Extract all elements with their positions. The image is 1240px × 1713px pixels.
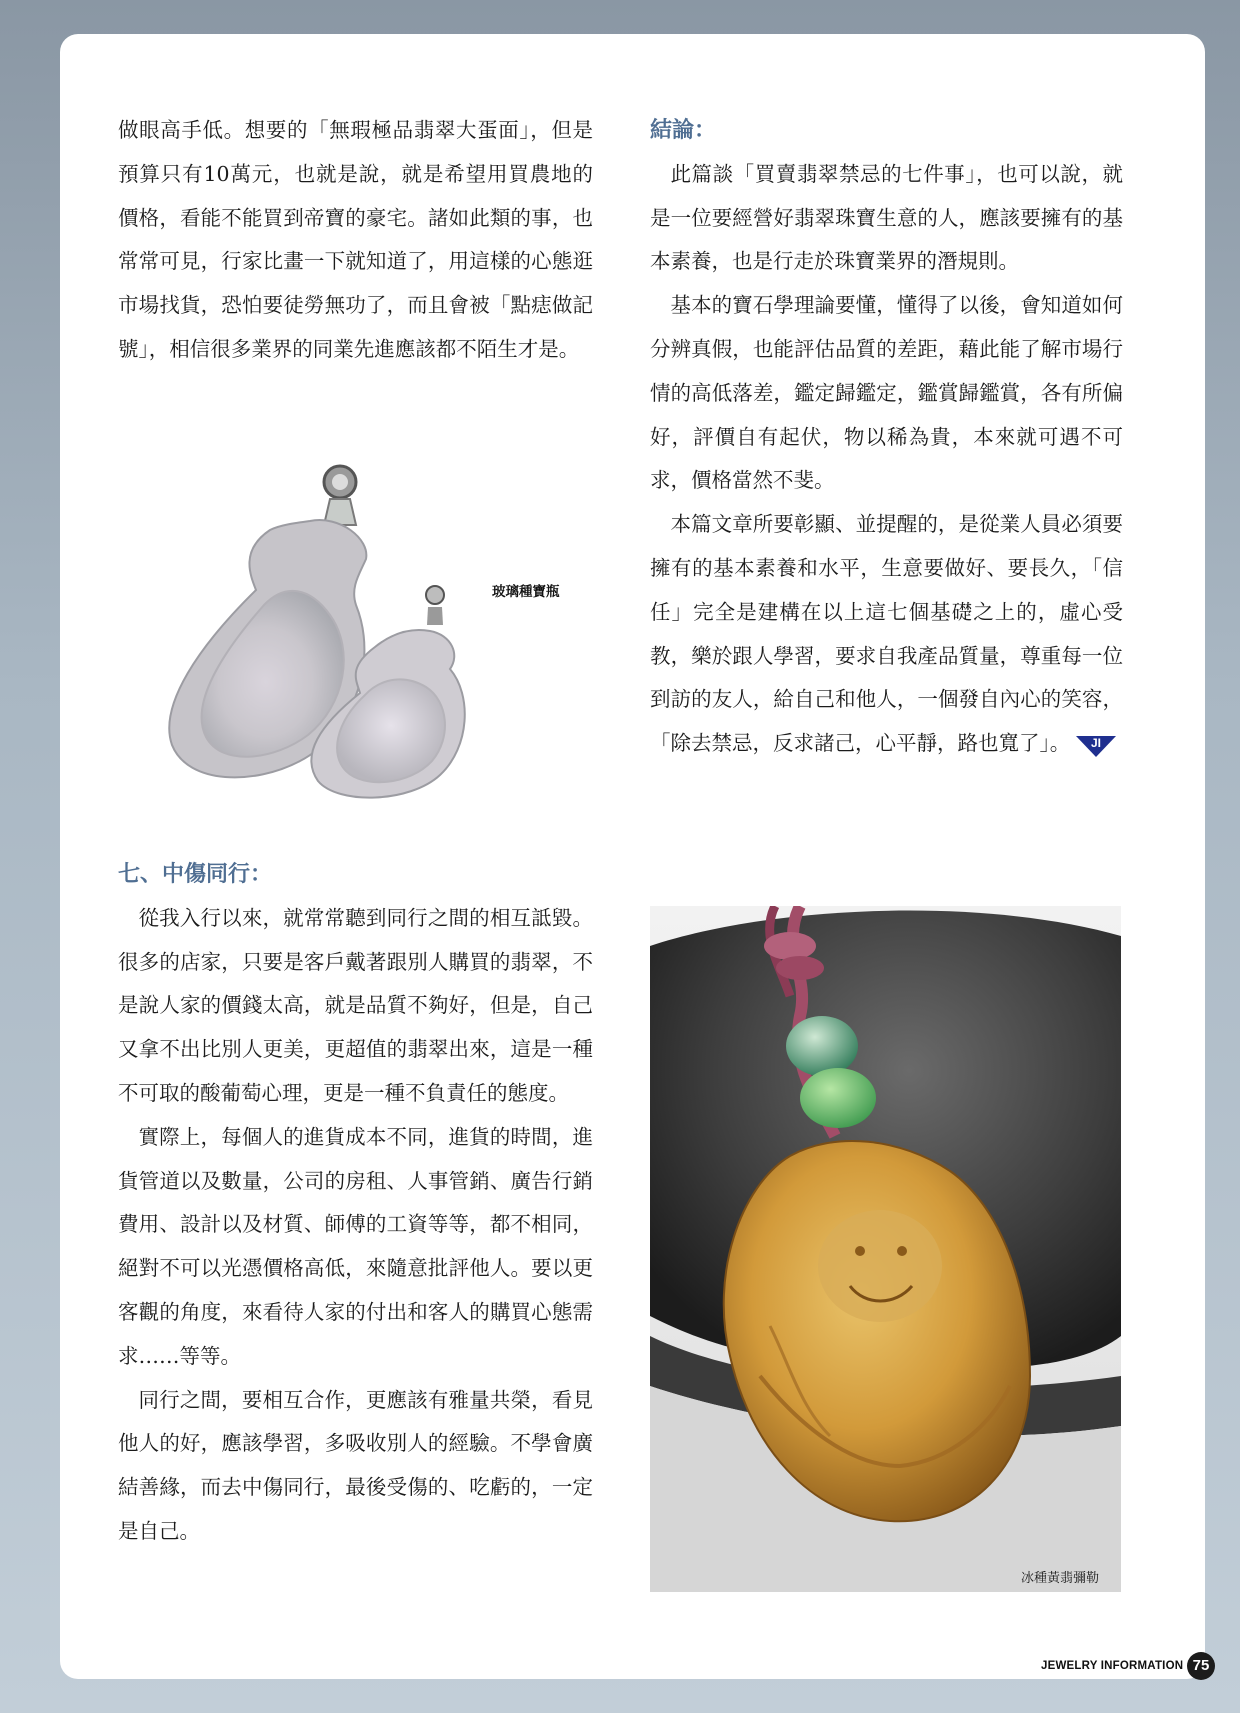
magazine-title: JEWELRY INFORMATION bbox=[1041, 1660, 1184, 1672]
section-seven-paragraph-2: 實際上，每個人的進貨成本不同，進貨的時間，進貨管道以及數量，公司的房租、人事管銷、廣告行銷費用、設計以及材質、師傅的工資等等，都不相同，絕對不可以光憑價格高低，來隨意批評他人。要以更客觀的角度，來看待人家的付出和客人的購買心態需求……等等。 bbox=[118, 1124, 593, 1368]
section-seven-heading: 七、中傷同行： bbox=[118, 861, 273, 887]
page-number-badge: 75 bbox=[1187, 1652, 1215, 1680]
maitreya-pendant-image bbox=[650, 906, 1121, 1592]
intro-paragraph: 做眼高手低。想要的「無瑕極品翡翠大蛋面」，但是預算只有10萬元，也就是說，就是希望用買農地的價格，看能不能買到帝寶的豪宅。諸如此類的事，也常常可見，行家比畫一下就知道了，用這樣的心態逛市場找貨，恐怕要徒勞無功了，而且會被「點痣做記號」，相信很多業界的同業先進應該都不陌生才是。 bbox=[118, 118, 593, 361]
conclusion-heading: 結論： bbox=[650, 117, 717, 143]
yellow-jade-maitreya-photo bbox=[650, 906, 1121, 1592]
conclusion-paragraph-2: 基本的寶石學理論要懂，懂得了以後，會知道如何分辨真假，也能評估品質的差距，藉此能了解市場行情的高低落差，鑑定歸鑑定，鑑賞歸鑑賞，各有所偏好，評價自有起伏，物以稀為貴，本來就可遇不可求，價格當然不斐。 bbox=[650, 293, 1123, 493]
section-seven-column bbox=[118, 853, 593, 1554]
conclusion-paragraph-3 bbox=[650, 503, 1123, 766]
conclusion-column bbox=[650, 109, 1123, 766]
conclusion-paragraph-3-text: 本篇文章所要彰顯、並提醒的，是從業人員必須要擁有的基本素養和水平，生意要做好、要長久，「信任」完全是建構在以上這七個基礎之上的，虛心受教，樂於跟人學習，要求自我產品質量，尊重每一位到訪的友人，給自己和他人，一個發自內心的笑容，「除去禁忌，反求諸己，心平靜，路也寬了」。 bbox=[650, 512, 1123, 756]
end-mark-text: JI bbox=[1091, 735, 1102, 750]
section-seven-paragraph-1: 從我入行以來，就常常聽到同行之間的相互詆毀。很多的店家，只要是客戶戴著跟別人購買的翡翠，不是說人家的價錢太高，就是品質不夠好，但是，自己又拿不出比別人更美，更超值的翡翠出來，這是一種不可取的酸葡萄心理，更是一種不負責任的態度。 bbox=[118, 905, 593, 1105]
conclusion-paragraph-1: 此篇談「買賣翡翠禁忌的七件事」，也可以說，就是一位要經營好翡翠珠寶生意的人，應該要擁有的基本素養，也是行走於珠寶業界的潛規則。 bbox=[650, 161, 1123, 274]
image-caption-maitreya: 冰種黃翡彌勒 bbox=[1021, 1571, 1100, 1586]
section-seven-paragraph-3: 同行之間，要相互合作，更應該有雅量共榮，看見他人的好，應該學習，多吸收別人的經驗。不學會廣結善緣，而去中傷同行，最後受傷的、吃虧的，一定是自己。 bbox=[118, 1387, 593, 1543]
article-end-mark-icon bbox=[1074, 732, 1118, 758]
image-caption-glass-vase: 玻璃種寶瓶 bbox=[492, 584, 560, 600]
glass-jade-gourd-pendants-image bbox=[160, 455, 480, 805]
intro-column bbox=[118, 109, 593, 372]
